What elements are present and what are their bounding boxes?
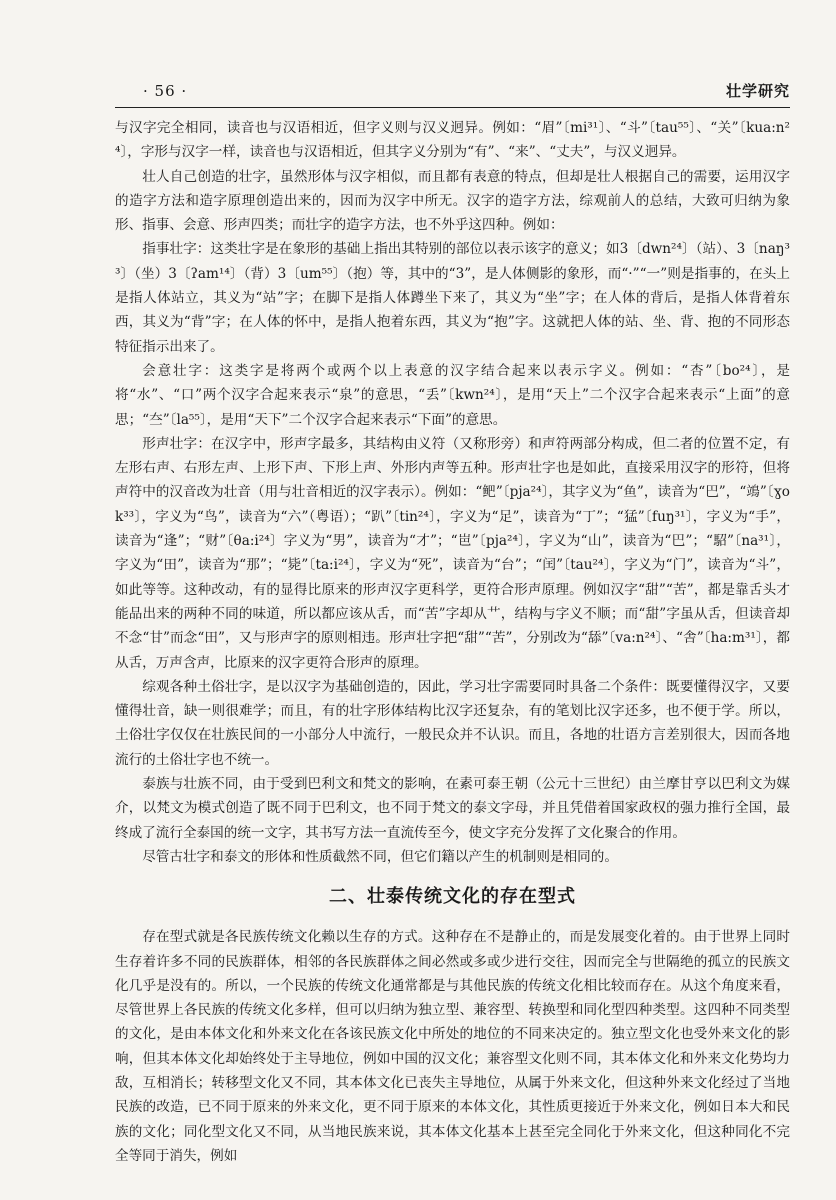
section-heading: 二、壮泰传统文化的存在型式 bbox=[329, 886, 576, 908]
paragraph-common-mechanism: 尽管古壮字和泰文的形体和性质截然不同，但它们籍以产生的机制则是相同的。 bbox=[142, 848, 618, 865]
page-header bbox=[115, 80, 790, 106]
page-number: · 56 · bbox=[143, 82, 188, 100]
paragraph-continued: 与汉字完全相同，读音也与汉语相近，但字义则与汉义迥异。例如：“眉”〔mi³¹〕、“斗”〔tau⁵⁵〕、“关”〔kua:n²⁴〕，字形与汉字一样，读音也与汉语相近，但其字义分别为“有”、“来”、“丈夫”，与汉义迥异。 bbox=[115, 120, 790, 161]
page-body bbox=[115, 116, 790, 1168]
paragraph-ideographic-zhuang: 会意壮字：这类字是将两个或两个以上表意的汉字结合起来以表示字义。例如：“杏”〔bo²⁴〕，是将“水”、“口”两个汉字合起来表示“泉”的意思，“丢”〔kwn²⁴〕，是用“天上”二个汉字合起来表示“上面”的意思；“夳”〔la⁵⁵〕，是用“天下”二个汉字合起来表示“下面”的意思。 bbox=[115, 362, 790, 428]
paragraph-phonetic-zhuang: 形声壮字：在汉字中，形声字最多，其结构由义符（又称形旁）和声符两部分构成，但二者的位置不定，有左形右声、右形左声、上形下声、下形上声、外形内声等五种。形声壮字也是如此，直接采用汉字的形符，但将声符中的汉音改为壮音（用与壮音相近的汉字表示）。例如：“鲃”〔pja²⁴〕，其字义为“鱼”，读音为“巴”，“鴗”〔ɣok³³〕，字义为“鸟”，读音为“六”（粤语）；“趴”〔tin²⁴〕，字义为“足”，读音为“丁”；“猛”〔fuŋ³¹〕，字义为“手”，读音为“逢”；“财”〔θa:i²⁴〕字义为“男”，读音为“才”；“岜”〔pja²⁴〕，字义为“山”，读音为“巴”；“駋”〔na³¹〕，字义为“田”，读音为“那”；“毙”〔ta:i²⁴〕，字义为“死”，读音为“台”；“闰”〔tau²⁴〕，字义为“门”，读音为“斗”，如此等等。这种改动，有的显得比原来的形声汉字更科学，更符合形声原理。例如汉字“甜”“苦”，都是靠舌头才能品出来的两种不同的味道，所以都应该从舌，而“苦”字却从艹，结构与字义不顺；而“甜”字虽从舌，但读音却不念“甘”而念“田”，又与形声字的原则相违。形声壮字把“甜”“苦”，分别改为“舔”〔va:n²⁴〕、“舎”〔ha:m³¹〕，都从舌，万声含声，比原来的汉字更符合形声的原理。 bbox=[115, 435, 790, 671]
journal-title: 壮学研究 bbox=[725, 82, 790, 100]
paragraph-summary-folk-zhuang: 综观各种土俗壮字，是以汉字为基础创造的，因此，学习壮字需要同时具备二个条件：既要懂得汉字，又要懂得壮音，缺一则很难学；而且，有的壮字形体结构比汉字还复杂，有的笔划比汉字还多，也不便于学。所以，土俗壮字仅仅在壮族民间的一小部分人中流行，一般民众并不认识。而且，各地的壮语方言差别很大，因而各地流行的土俗壮字也不统一。 bbox=[115, 678, 790, 768]
paragraph-thai-script: 泰族与壮族不同，由于受到巴利文和梵文的影响，在素可泰王朝（公元十三世纪）由兰摩甘亨以巴利文为媒介，以梵文为模式创造了既不同于巴利文，也不同于梵文的泰文字母，并且凭借着国家政权的强力推行全国，最终成了流行全泰国的统一文字，其书写方法一直流传至今，使文字充分发挥了文化聚合的作用。 bbox=[115, 776, 790, 841]
paragraph-indicative-zhuang: 指事壮字：这类壮字是在象形的基础上指出其特别的部位以表示该字的意义；如3〔dwn²⁴〕（站）、3〔naŋ³³〕（坐）3〔ʔam¹⁴〕（背）3〔um⁵⁵〕（抱）等，其中的“3”，是人体侧影的象形，而“·”“一”则是指事的，在头上是指人体站立，其义为“站”字；在脚下是指人体蹲坐下来了，其义为“坐”字；在人体的背后，是指人体背着东西，其义为“背”字；在人体的怀中，是指人抱着东西，其义为“抱”字。这就把人体的站、坐、背、抱的不同形态特征指示出来了。 bbox=[115, 241, 790, 355]
header-rule bbox=[115, 107, 790, 108]
paragraph-zhuang-creation: 壮人自己创造的壮字，虽然形体与汉字相似，而且都有表意的特点，但却是壮人根据自己的需要，运用汉字的造字方法和造字原理创造出来的，因而为汉字中所无。汉字的造字方法，综观前人的总结，大致可归纳为象形、指事、会意、形声四类；而壮字的造字方法，也不外乎这四种。例如： bbox=[115, 168, 790, 234]
paragraph-existence-forms: 存在型式就是各民族传统文化赖以生存的方式。这种存在不是静止的，而是发展变化着的。由于世界上同时生存着许多不同的民族群体，相邻的各民族群体之间必然或多或少进行交往，因而完全与世隔绝的孤立的民族文化几乎是没有的。所以，一个民族的传统文化通常都是与其他民族的传统文化相比较而存在。从这个角度来看，尽管世界上各民族的传统文化多样，但可以归纳为独立型、兼容型、转换型和同化型四种类型。这四种不同类型的文化，是由本体文化和外来文化在各该民族文化中所处的地位的不同来决定的。独立型文化也受外来文化的影响，但其本体文化却始终处于主导地位，例如中国的汉文化；兼容型文化则不同，其本体文化和外来文化势均力敌，互相消长；转移型文化又不同，其本体文化已丧失主导地位，从属于外来文化，但这种外来文化经过了当地民族的改造，已不同于原来的外来文化，更不同于原来的本体文化，其性质更接近于外来文化，例如日本大和民族的文化；同化型文化又不同，从当地民族来说，其本体文化基本上甚至完全同化于外来文化，但这种同化不完全等同于消失，例如 bbox=[115, 929, 790, 1164]
